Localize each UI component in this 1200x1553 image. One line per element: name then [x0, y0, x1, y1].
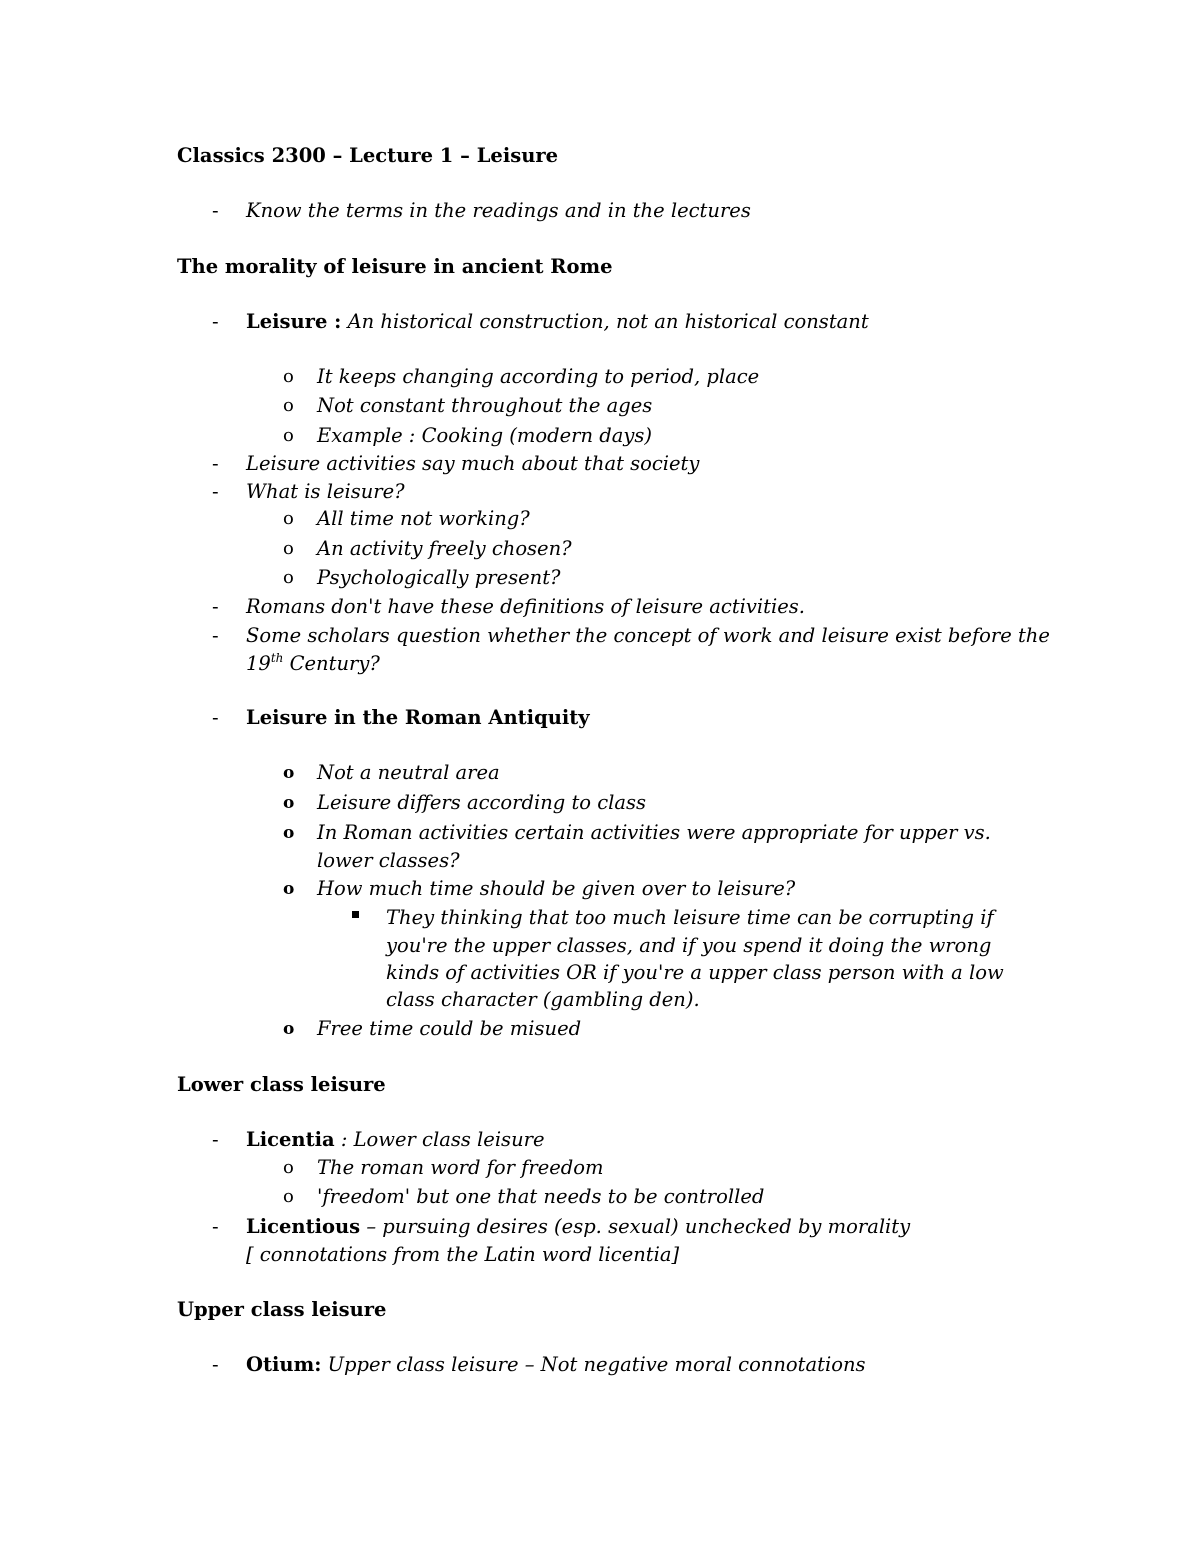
list-item: It keeps changing according to period, place — [317, 365, 760, 388]
definition-text: An historical construction, not an historical constant — [347, 310, 869, 333]
list-item: In Roman activities certain activities were appropriate for upper vs. — [317, 821, 991, 844]
list-item: What is leisure? — [246, 480, 405, 503]
dash-bullet: - — [212, 452, 219, 475]
circle-bullet: o — [283, 366, 294, 387]
circle-bullet: o — [283, 425, 294, 446]
list-item: Some scholars question whether the concept of work and leisure exist before the — [246, 624, 1050, 647]
dash-bullet: - — [212, 624, 219, 647]
list-item-continuation: kinds of activities OR if you're a upper class person with a low — [386, 961, 1004, 984]
definition-text: – pursuing desires (esp. sexual) unchecked by morality — [360, 1215, 911, 1238]
definition-text: Upper class leisure – Not negative moral connotations — [321, 1353, 866, 1376]
list-item: All time not working? — [317, 507, 530, 530]
circle-bullet: o — [283, 538, 294, 559]
leisure-definition — [246, 309, 869, 335]
list-item: Leisure differs according to class — [317, 791, 647, 814]
list-item: 'freedom' but one that needs to be controlled — [317, 1185, 765, 1208]
circle-bullet: o — [283, 793, 295, 813]
document-title: Classics 2300 – Lecture 1 – Leisure — [177, 144, 559, 167]
list-item: Not constant throughout the ages — [317, 394, 653, 417]
term-otium: Otium: — [246, 1353, 322, 1376]
list-item-continuation: 19th Century? — [246, 651, 380, 675]
section-heading-morality: The morality of leisure in ancient Rome — [177, 255, 613, 278]
dash-bullet: - — [212, 480, 219, 503]
list-item-continuation: lower classes? — [317, 849, 460, 872]
intro-note: Know the terms in the readings and in the lectures — [246, 199, 751, 222]
list-item-continuation: [ connotations from the Latin word licentia] — [246, 1243, 680, 1266]
licentia-definition — [246, 1127, 545, 1153]
dash-bullet: - — [212, 706, 219, 729]
term-leisure: Leisure : — [246, 310, 342, 333]
dash-bullet: - — [212, 1128, 219, 1151]
list-item: Romans don't have these definitions of leisure activities. — [246, 595, 805, 618]
subheading-antiquity: Leisure in the Roman Antiquity — [246, 706, 590, 729]
otium-definition — [246, 1352, 866, 1378]
dash-bullet: - — [212, 199, 219, 222]
dash-bullet: - — [212, 595, 219, 618]
list-item: Not a neutral area — [317, 761, 500, 784]
circle-bullet: o — [283, 763, 295, 783]
circle-bullet: o — [283, 1186, 294, 1207]
square-bullet-icon — [352, 911, 359, 918]
section-heading-lower: Lower class leisure — [177, 1073, 386, 1096]
list-item: The roman word for freedom — [317, 1156, 604, 1179]
circle-bullet: o — [283, 567, 294, 588]
list-item: Free time could be misued — [317, 1017, 582, 1040]
circle-bullet: o — [283, 1157, 294, 1178]
dash-bullet: - — [212, 310, 219, 333]
circle-bullet: o — [283, 508, 294, 529]
definition-text: : Lower class leisure — [334, 1128, 545, 1151]
list-item-continuation: you're the upper classes, and if you spend it doing the wrong — [386, 934, 992, 957]
section-heading-upper: Upper class leisure — [177, 1298, 387, 1321]
circle-bullet: o — [283, 823, 295, 843]
list-item: Example : Cooking (modern days) — [317, 424, 652, 447]
dash-bullet: - — [212, 1353, 219, 1376]
circle-bullet: o — [283, 1019, 295, 1039]
list-item: Leisure activities say much about that society — [246, 452, 700, 475]
list-item-continuation: class character (gambling den). — [386, 988, 700, 1011]
circle-bullet: o — [283, 879, 295, 899]
licentious-definition — [246, 1214, 910, 1240]
list-item: How much time should be given over to leisure? — [317, 877, 796, 900]
dash-bullet: - — [212, 1215, 219, 1238]
term-licentia: Licentia — [246, 1128, 335, 1151]
circle-bullet: o — [283, 395, 294, 416]
term-licentious: Licentious — [246, 1215, 361, 1238]
list-item: They thinking that too much leisure time can be corrupting if — [386, 906, 994, 929]
list-item: An activity freely chosen? — [317, 537, 572, 560]
list-item: Psychologically present? — [317, 566, 561, 589]
